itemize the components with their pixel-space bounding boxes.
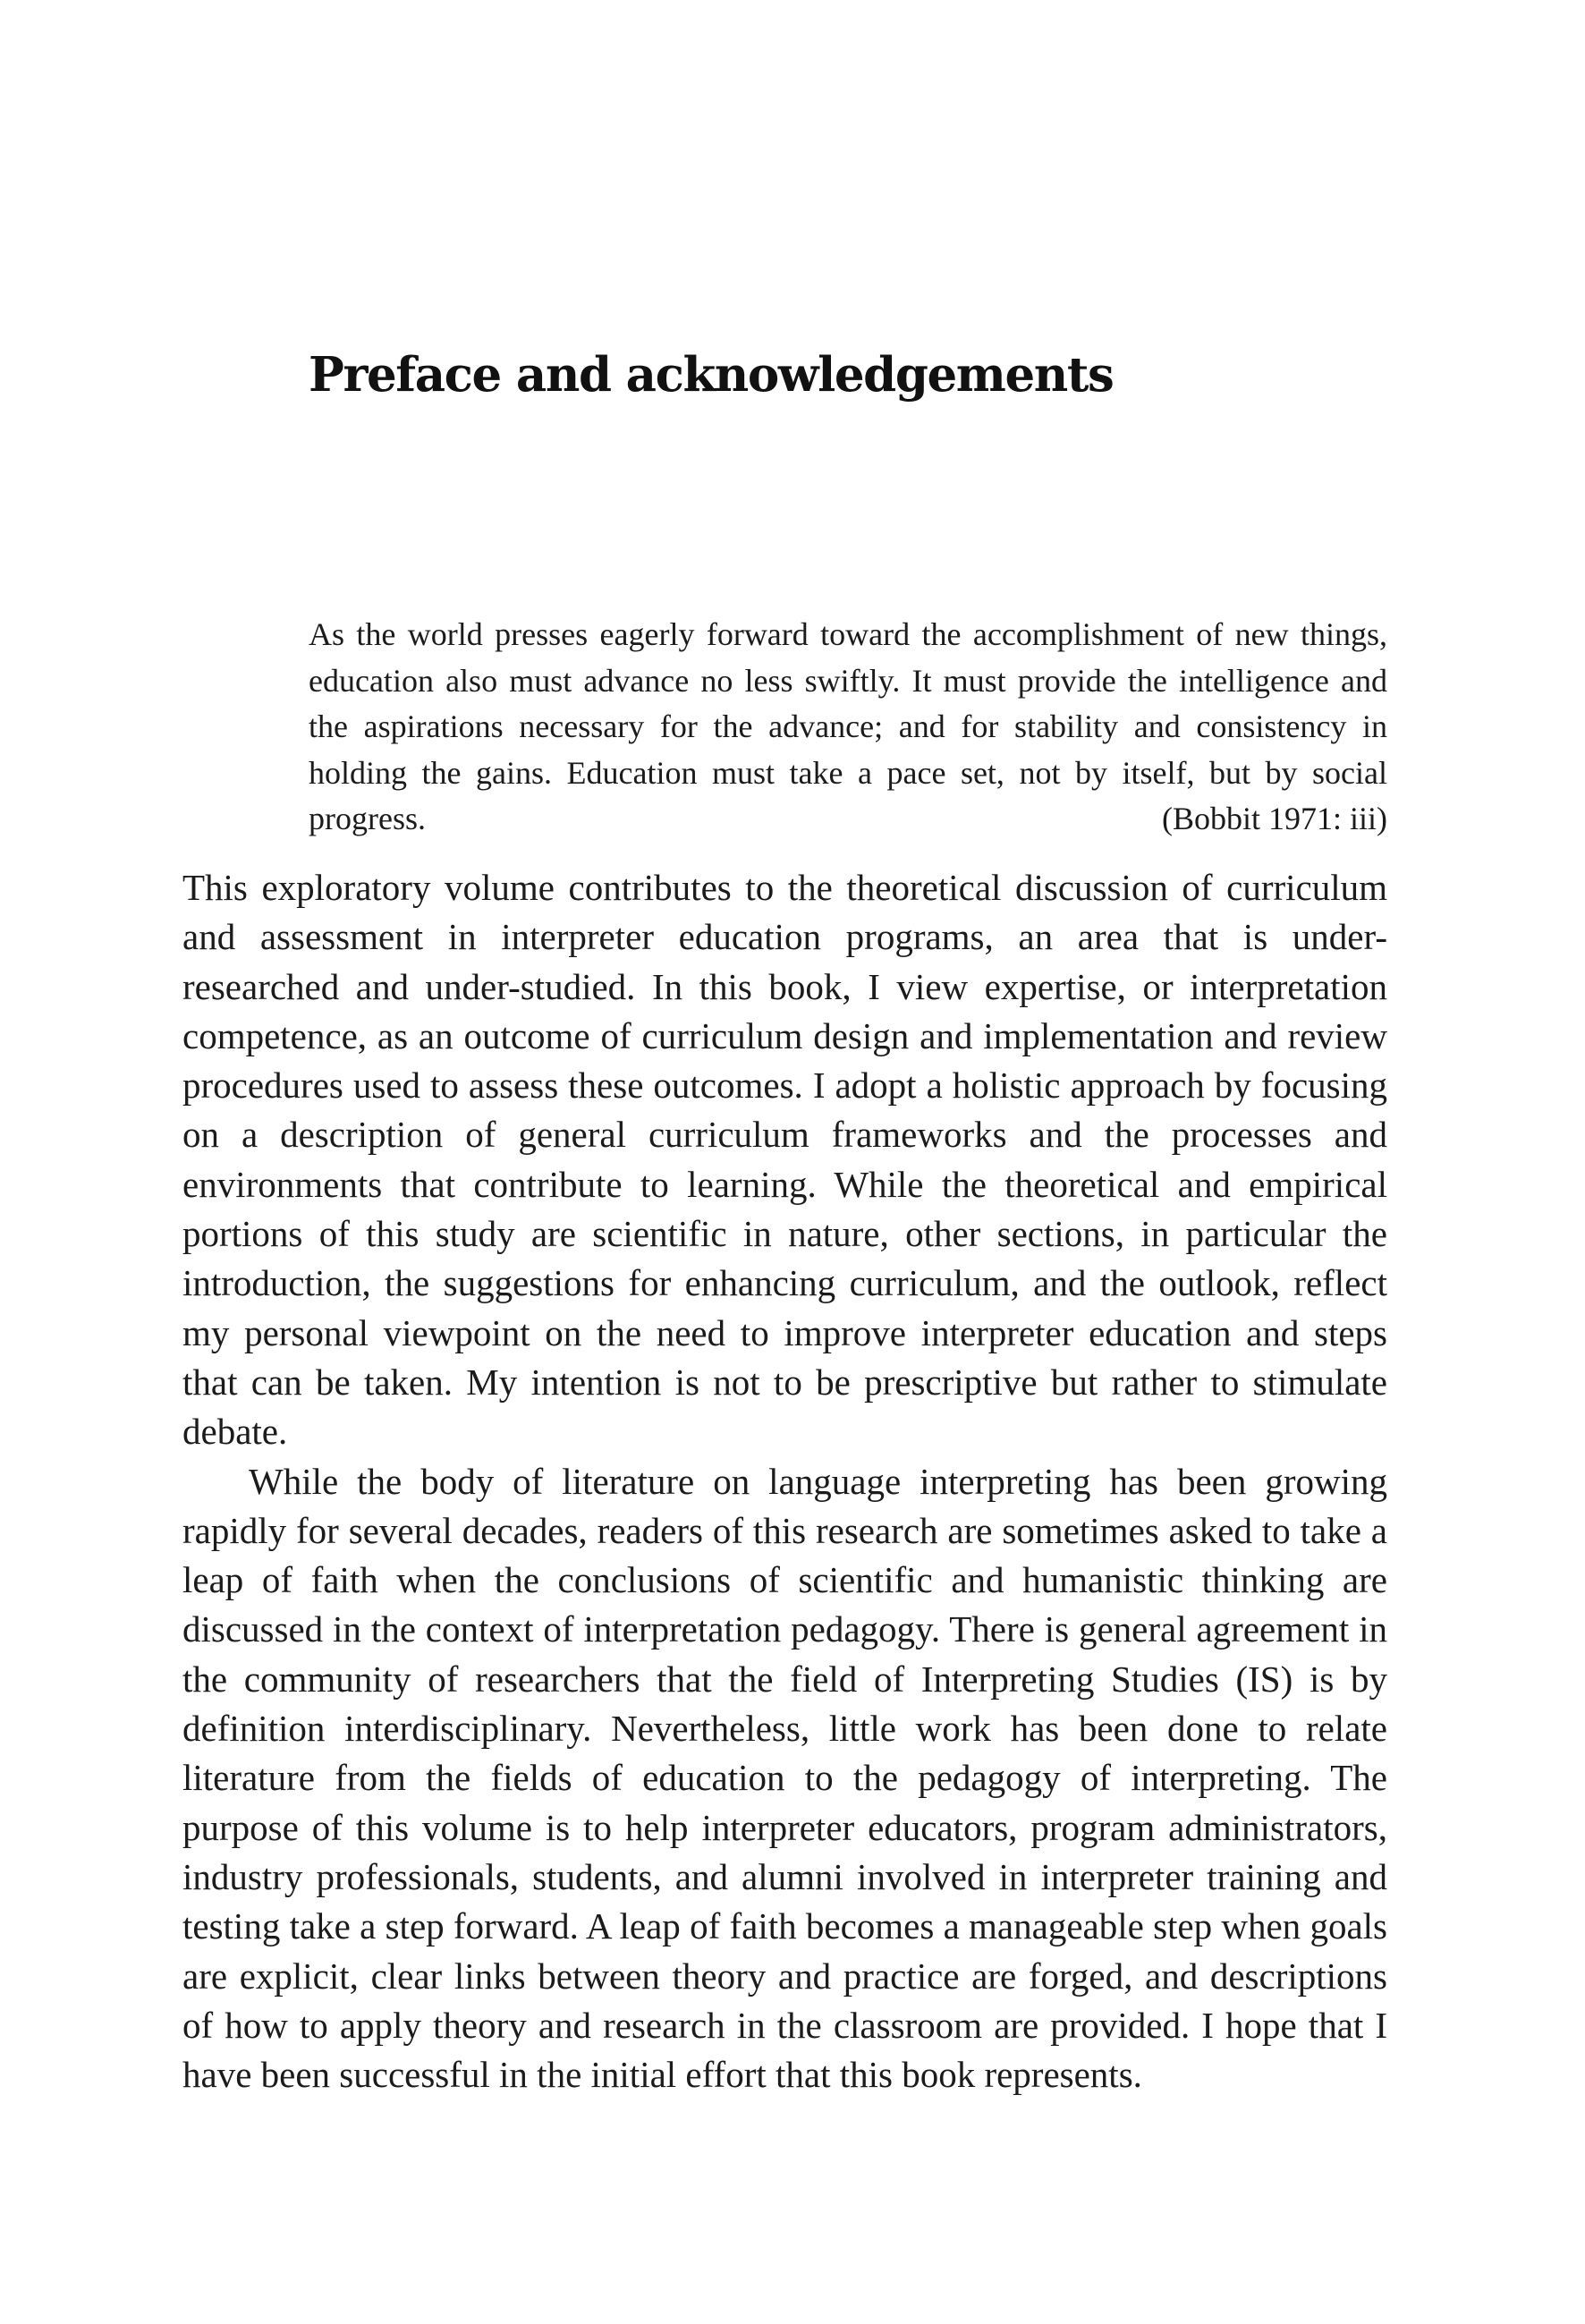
- epigraph-block: [309, 612, 1387, 843]
- body-text: [182, 863, 1387, 2099]
- page-title: Preface and acknowledgements: [309, 347, 1114, 403]
- paragraph-1: This exploratory volume contributes to the theoretical discussion of curriculum and assessment in interpreter education programs, an area that is under-researched and under-studied. In this book, I view expertise, or interpretation competence, as an outcome of curriculum design and implementation and review procedures used to assess these outcomes. I adopt a holistic approach by focusing on a description of general curriculum frameworks and the processes and environments that contribute to learning. While the theoretical and empirical portions of this study are scientific in nature, other sections, in particular the introduction, the suggestions for enhancing curriculum, and the outlook, reflect my personal viewpoint on the need to improve interpreter education and steps that can be taken. My intention is not to be prescriptive but rather to stimulate debate.: [182, 867, 1387, 1453]
- epigraph-quote: [309, 612, 1387, 843]
- epigraph-attribution: (Bobbit 1971: iii): [1162, 801, 1387, 836]
- epigraph-text: As the world presses eagerly forward toward the accomplishment of new things, education also must advance no less swiftly. It must provide the intelligence and the aspirations necessary for the advance; and for stability and consistency in holding the gains. Education must take a pace set, not by itself, but by social progress.: [309, 616, 1387, 836]
- paragraph-2: While the body of literature on language interpreting has been growing rapidly for several decades, readers of this research are sometimes asked to take a leap of faith when the conclusions of scientific and humanistic thinking are discussed in the context of interpretation pedagogy. There is general agreement in the community of researchers that the field of Interpreting Studies (IS) is by definition interdisciplinary. Nevertheless, little work has been done to relate literature from the fields of education to the pedagogy of interpreting. The purpose of this volume is to help interpreter educators, program administrators, industry professionals, students, and alumni involved in interpreter training and testing take a step forward. A leap of faith becomes a manageable step when goals are explicit, clear links between theory and practice are forged, and descriptions of how to apply theory and research in the classroom are provided. I hope that I have been successful in the initial effort that this book represents.: [182, 1460, 1387, 2096]
